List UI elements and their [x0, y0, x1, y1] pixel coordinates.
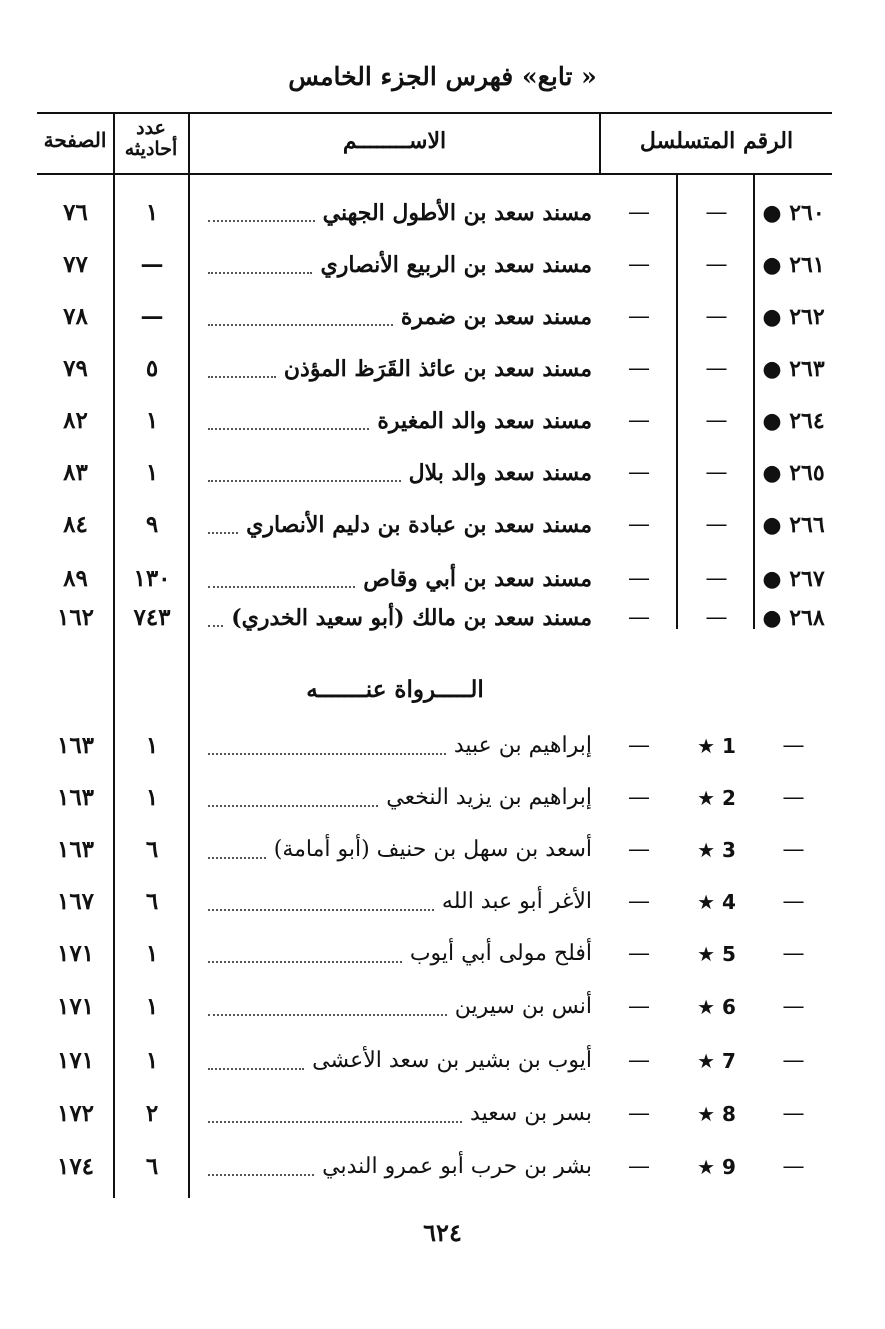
dot-leader: [208, 586, 355, 588]
header-page: الصفحة: [43, 128, 107, 152]
serial-cell: ٢٦١ ●: [762, 252, 825, 278]
table-row: [0, 987, 885, 1027]
name-cell: [198, 726, 592, 766]
table-row: [0, 505, 885, 545]
dash-cell: —: [628, 1154, 650, 1179]
dash-cell: —: [628, 994, 650, 1019]
dash-cell: —: [628, 837, 650, 862]
name-text: بشر بن حرب أبو عمرو الندبي: [322, 1154, 592, 1179]
name-cell: [198, 1094, 592, 1134]
dash-cell: —: [782, 941, 805, 966]
count-cell: ١: [145, 732, 159, 759]
serial-cell: ٢٦٣ ●: [762, 356, 825, 382]
page-cell: ٨٢: [63, 407, 88, 434]
table-row: [0, 882, 885, 922]
dot-leader: [208, 1068, 304, 1070]
dash-cell: —: [628, 785, 650, 810]
dot-leader: [208, 376, 276, 378]
dash-cell: —: [705, 304, 728, 329]
dash-cell: —: [628, 1101, 650, 1126]
serial-cell: ٢٦٠ ●: [762, 200, 825, 226]
name-text: مسند سعد بن الربيع الأنصاري: [320, 252, 592, 278]
dash-cell: —: [628, 605, 650, 630]
dot-leader: [208, 480, 401, 482]
name-cell: [198, 778, 592, 818]
dash-cell: —: [628, 733, 650, 758]
name-text: مسند سعد بن عبادة بن دليم الأنصاري: [246, 512, 592, 538]
name-text: مسند سعد والد بلال: [408, 460, 592, 486]
table-row: [0, 934, 885, 974]
dash-cell: —: [705, 200, 728, 225]
page-cell: ١٦٢: [56, 604, 95, 631]
dash-cell: —: [628, 304, 650, 329]
star-number-cell: ★ 8: [697, 1102, 736, 1126]
serial-cell: ٢٦٨ ●: [762, 605, 825, 631]
page-cell: ٨٤: [63, 511, 88, 538]
name-text: مسند سعد بن الأطول الجهني: [322, 200, 592, 226]
name-text: إبراهيم بن عبيد: [453, 733, 592, 758]
serial-cell: ٢٦٤ ●: [762, 408, 825, 434]
table-row: [0, 1147, 885, 1187]
name-cell: [198, 987, 592, 1027]
page-cell: ١٧١: [56, 993, 95, 1020]
star-number-cell: ★ 2: [697, 786, 736, 810]
count-cell: ١: [145, 784, 159, 811]
dot-leader: [208, 961, 402, 963]
dash-cell: —: [705, 460, 728, 485]
page-cell: ١٦٣: [56, 732, 95, 759]
dash-cell: —: [782, 837, 805, 862]
page-number: ٦٢٤: [423, 1218, 462, 1247]
dot-leader: [208, 805, 378, 807]
dash-cell: —: [628, 512, 650, 537]
dash-cell: —: [782, 785, 805, 810]
dash-cell: —: [705, 356, 728, 381]
section-heading: الـــــرواة عنـــــــه: [306, 676, 484, 703]
table-row: [0, 349, 885, 389]
dot-leader: [208, 324, 393, 326]
dash-cell: —: [782, 1101, 805, 1126]
dot-leader: [208, 1121, 462, 1123]
name-text: مسند سعد بن أبي وقاص: [363, 566, 592, 592]
table-row: [0, 245, 885, 285]
name-cell: [198, 297, 592, 337]
count-cell: ٢: [145, 1100, 159, 1127]
name-cell: [198, 193, 592, 233]
name-cell: [198, 1147, 592, 1187]
page-cell: ١٧٤: [56, 1153, 95, 1180]
dot-leader: [208, 220, 315, 222]
header-count-line1: عدد: [136, 117, 166, 139]
dash-cell: —: [628, 566, 650, 591]
name-text: مسند سعد بن مالك (أبو سعيد الخدري): [231, 605, 592, 631]
name-cell: [198, 349, 592, 389]
header-count-line2: أحاديثه: [124, 138, 178, 160]
dash-cell: —: [628, 200, 650, 225]
dash-cell: —: [782, 1154, 805, 1179]
name-cell: [198, 830, 592, 870]
name-text: مسند سعد بن عائذ القَرَظ المؤذن: [283, 356, 592, 382]
dash-cell: —: [628, 356, 650, 381]
table-row: [0, 830, 885, 870]
table-row: [0, 401, 885, 441]
page-cell: ٨٣: [63, 459, 88, 486]
count-cell: ١: [145, 1047, 159, 1074]
count-cell: —: [140, 303, 164, 330]
page-cell: ٨٩: [63, 565, 88, 592]
name-text: أسعد بن سهل بن حنيف (أبو أمامة): [273, 837, 592, 862]
star-number-cell: ★ 5: [697, 942, 736, 966]
star-number-cell: ★ 9: [697, 1155, 736, 1179]
name-text: أنس بن سيرين: [454, 994, 592, 1019]
name-cell: [198, 245, 592, 285]
name-text: مسند سعد بن ضمرة: [400, 304, 592, 330]
count-cell: ١: [145, 993, 159, 1020]
star-number-cell: ★ 7: [697, 1049, 736, 1073]
dash-cell: —: [782, 1048, 805, 1073]
dash-cell: —: [705, 605, 728, 630]
dot-leader: [208, 857, 266, 859]
count-cell: ١: [145, 199, 159, 226]
page-title: « تابع» فهرس الجزء الخامس: [288, 62, 597, 91]
table-row: [0, 1041, 885, 1081]
dash-cell: —: [628, 408, 650, 433]
serial-cell: ٢٦٧ ●: [762, 566, 825, 592]
dot-leader: [208, 272, 312, 274]
count-cell: ٦: [145, 836, 159, 863]
table-row: [0, 778, 885, 818]
serial-cell: ٢٦٢ ●: [762, 304, 825, 330]
table-row: [0, 1094, 885, 1134]
page-cell: ٧٩: [63, 355, 88, 382]
name-text: مسند سعد والد المغيرة: [377, 408, 592, 434]
dash-cell: —: [628, 1048, 650, 1073]
table-row: [0, 193, 885, 233]
page-cell: ١٦٧: [56, 888, 95, 915]
name-cell: [198, 401, 592, 441]
count-cell: ٦: [145, 888, 159, 915]
dash-cell: —: [628, 460, 650, 485]
name-cell: [198, 934, 592, 974]
name-cell: [198, 453, 592, 493]
header-bottom-rule: [37, 173, 832, 175]
name-cell: [198, 559, 592, 599]
name-text: إبراهيم بن يزيد النخعي: [386, 785, 592, 810]
serial-cell: ٢٦٦ ●: [762, 512, 825, 538]
header-count: [114, 118, 188, 160]
dash-cell: —: [705, 512, 728, 537]
star-number-cell: ★ 4: [697, 890, 736, 914]
star-number-cell: ★ 6: [697, 995, 736, 1019]
dash-cell: —: [628, 252, 650, 277]
dash-cell: —: [628, 889, 650, 914]
dot-leader: [208, 1174, 314, 1176]
page-cell: ١٧١: [56, 940, 95, 967]
dash-cell: —: [628, 941, 650, 966]
page-cell: ١٦٣: [56, 784, 95, 811]
name-cell: [198, 598, 592, 638]
dot-leader: [208, 909, 434, 911]
page-cell: ١٦٣: [56, 836, 95, 863]
dot-leader: [208, 1014, 447, 1016]
table-row: [0, 453, 885, 493]
dot-leader: [208, 625, 223, 627]
dash-cell: —: [782, 889, 805, 914]
dot-leader: [208, 532, 238, 534]
count-cell: ٩: [145, 511, 159, 538]
count-cell: ٧٤٣: [133, 604, 171, 631]
serial-cell: ٢٦٥ ●: [762, 460, 825, 486]
page-cell: ٧٨: [63, 303, 88, 330]
dash-cell: —: [782, 733, 805, 758]
name-cell: [198, 882, 592, 922]
count-cell: —: [140, 251, 164, 278]
count-cell: ٥: [145, 355, 159, 382]
name-text: بسر بن سعيد: [470, 1101, 592, 1126]
dash-cell: —: [705, 252, 728, 277]
table-row: [0, 726, 885, 766]
page-cell: ٧٧: [63, 251, 88, 278]
count-cell: ٦: [145, 1153, 159, 1180]
table-row: [0, 598, 885, 638]
dot-leader: [208, 428, 369, 430]
name-cell: [198, 1041, 592, 1081]
name-text: أفلح مولى أبي أيوب: [409, 941, 592, 966]
dash-cell: —: [782, 994, 805, 1019]
count-cell: ١٣٠: [133, 565, 171, 592]
count-cell: ١: [145, 940, 159, 967]
name-text: أيوب بن بشير بن سعد الأعشى: [312, 1048, 592, 1073]
star-number-cell: ★ 1: [697, 734, 736, 758]
header-serial: الرقم المتسلسل: [639, 128, 794, 154]
count-cell: ١: [145, 459, 159, 486]
dash-cell: —: [705, 566, 728, 591]
table-top-rule: [37, 112, 832, 114]
dot-leader: [208, 753, 446, 755]
page-cell: ٧٦: [63, 199, 88, 226]
page-cell: ١٧١: [56, 1047, 95, 1074]
table-row: [0, 297, 885, 337]
page-cell: ١٧٢: [56, 1100, 95, 1127]
count-cell: ١: [145, 407, 159, 434]
star-number-cell: ★ 3: [697, 838, 736, 862]
dash-cell: —: [705, 408, 728, 433]
name-text: الأغر أبو عبد الله: [441, 889, 592, 914]
name-cell: [198, 505, 592, 545]
header-name: الاســــــــم: [342, 128, 447, 154]
table-row: [0, 559, 885, 599]
